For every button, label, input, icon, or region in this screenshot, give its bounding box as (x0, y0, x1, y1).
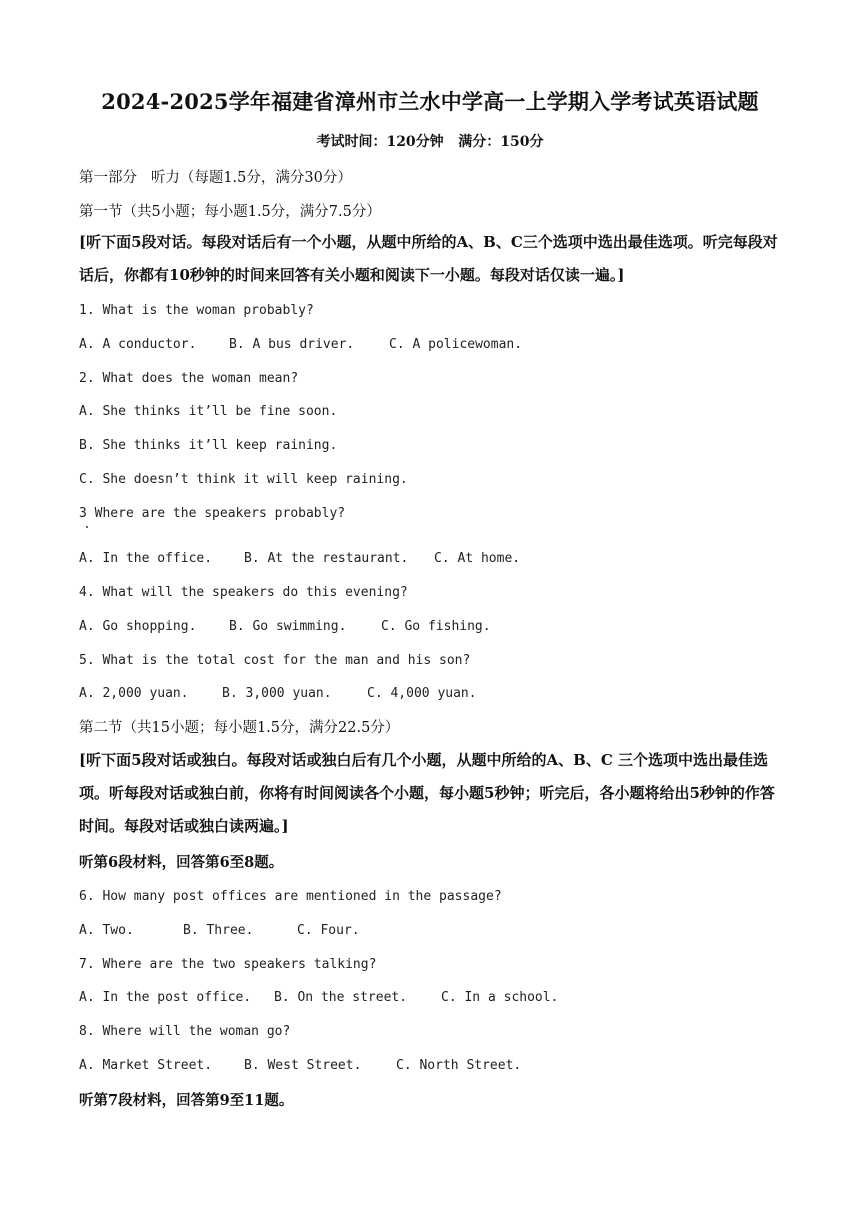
question-8-options (79, 1058, 521, 1073)
option-b: B. 3,000 yuan. (222, 686, 332, 701)
question-2: 2. What does the woman mean? (79, 371, 299, 386)
question-5: 5. What is the total cost for the man and his son? (79, 653, 471, 668)
question-8: 8. Where will the woman go? (79, 1024, 291, 1039)
question-7: 7. Where are the two speakers talking? (79, 957, 377, 972)
option-a: A. Go shopping. (79, 619, 197, 634)
option-a: A. A conductor. (79, 337, 197, 352)
option-c: C. A policewoman. (389, 337, 523, 352)
question-5-options (79, 686, 477, 701)
option-a: A. Two. (79, 923, 134, 938)
stray-dot (86, 526, 88, 528)
option-a: A. Market Street. (79, 1058, 213, 1073)
option-b: B. A bus driver. (229, 337, 355, 352)
option-c: C. She doesn’t think it will keep raining. (79, 472, 408, 487)
question-1: 1. What is the woman probably? (79, 303, 314, 318)
page-title: 2024-2025学年福建省漳州市兰水中学高一上学期入学考试英语试题 (101, 89, 759, 114)
option-a: A. She thinks it’ll be fine soon. (79, 404, 338, 419)
section-instructions: [听下面5段对话或独白。每段对话或独白后有几个小题，从题中所给的A、B、C 三个选项中选出最佳选项。听每段对话或独白前，你将有时间阅读各个小题，每小题5秒钟；听完后，各小题将给出5秒钟的作答时间。每段对话或独白读两遍。] (79, 751, 775, 835)
question-3-options (79, 551, 520, 566)
option-b: B. On the street. (274, 990, 408, 1005)
question-6-options (79, 923, 360, 938)
option-c: C. Go fishing. (381, 619, 491, 634)
option-c: C. North Street. (396, 1058, 522, 1073)
option-c: C. In a school. (441, 990, 559, 1005)
question-1-options (79, 337, 522, 352)
option-c: C. Four. (297, 923, 360, 938)
section-heading: 第一节（共5小题；每小题1.5分，满分7.5分） (79, 204, 381, 220)
option-b: B. Three. (183, 923, 254, 938)
material-heading: 听第6段材料，回答第6至8题。 (79, 854, 284, 871)
option-b: B. West Street. (244, 1058, 362, 1073)
question-4: 4. What will the speakers do this evening? (79, 585, 408, 600)
part-heading: 第一部分 听力（每题1.5分，满分30分） (79, 170, 352, 186)
section-heading: 第二节（共15小题；每小题1.5分，满分22.5分） (79, 720, 400, 736)
option-c: C. 4,000 yuan. (367, 686, 477, 701)
question-3: 3 Where are the speakers probably? (79, 506, 346, 521)
option-c: C. At home. (434, 551, 521, 566)
question-6: 6. How many post offices are mentioned in the passage? (79, 889, 502, 904)
option-b: B. Go swimming. (229, 619, 347, 634)
material-heading: 听第7段材料，回答第9至11题。 (79, 1092, 294, 1109)
option-a: A. 2,000 yuan. (79, 686, 189, 701)
section-instructions: [听下面5段对话。每段对话后有一个小题，从题中所给的A、B、C三个选项中选出最佳选项。听完每段对话后，你都有10秒钟的时间来回答有关小题和阅读下一小题。每段对话仅读一遍。] (79, 233, 778, 284)
option-a: A. In the post office. (79, 990, 252, 1005)
option-b: B. At the restaurant. (244, 551, 409, 566)
question-7-options (79, 990, 558, 1005)
exam-info: 考试时间：120分钟 满分：150分 (316, 134, 544, 150)
option-b: B. She thinks it’ll keep raining. (79, 438, 338, 453)
option-a: A. In the office. (79, 551, 213, 566)
question-4-options (79, 619, 491, 634)
